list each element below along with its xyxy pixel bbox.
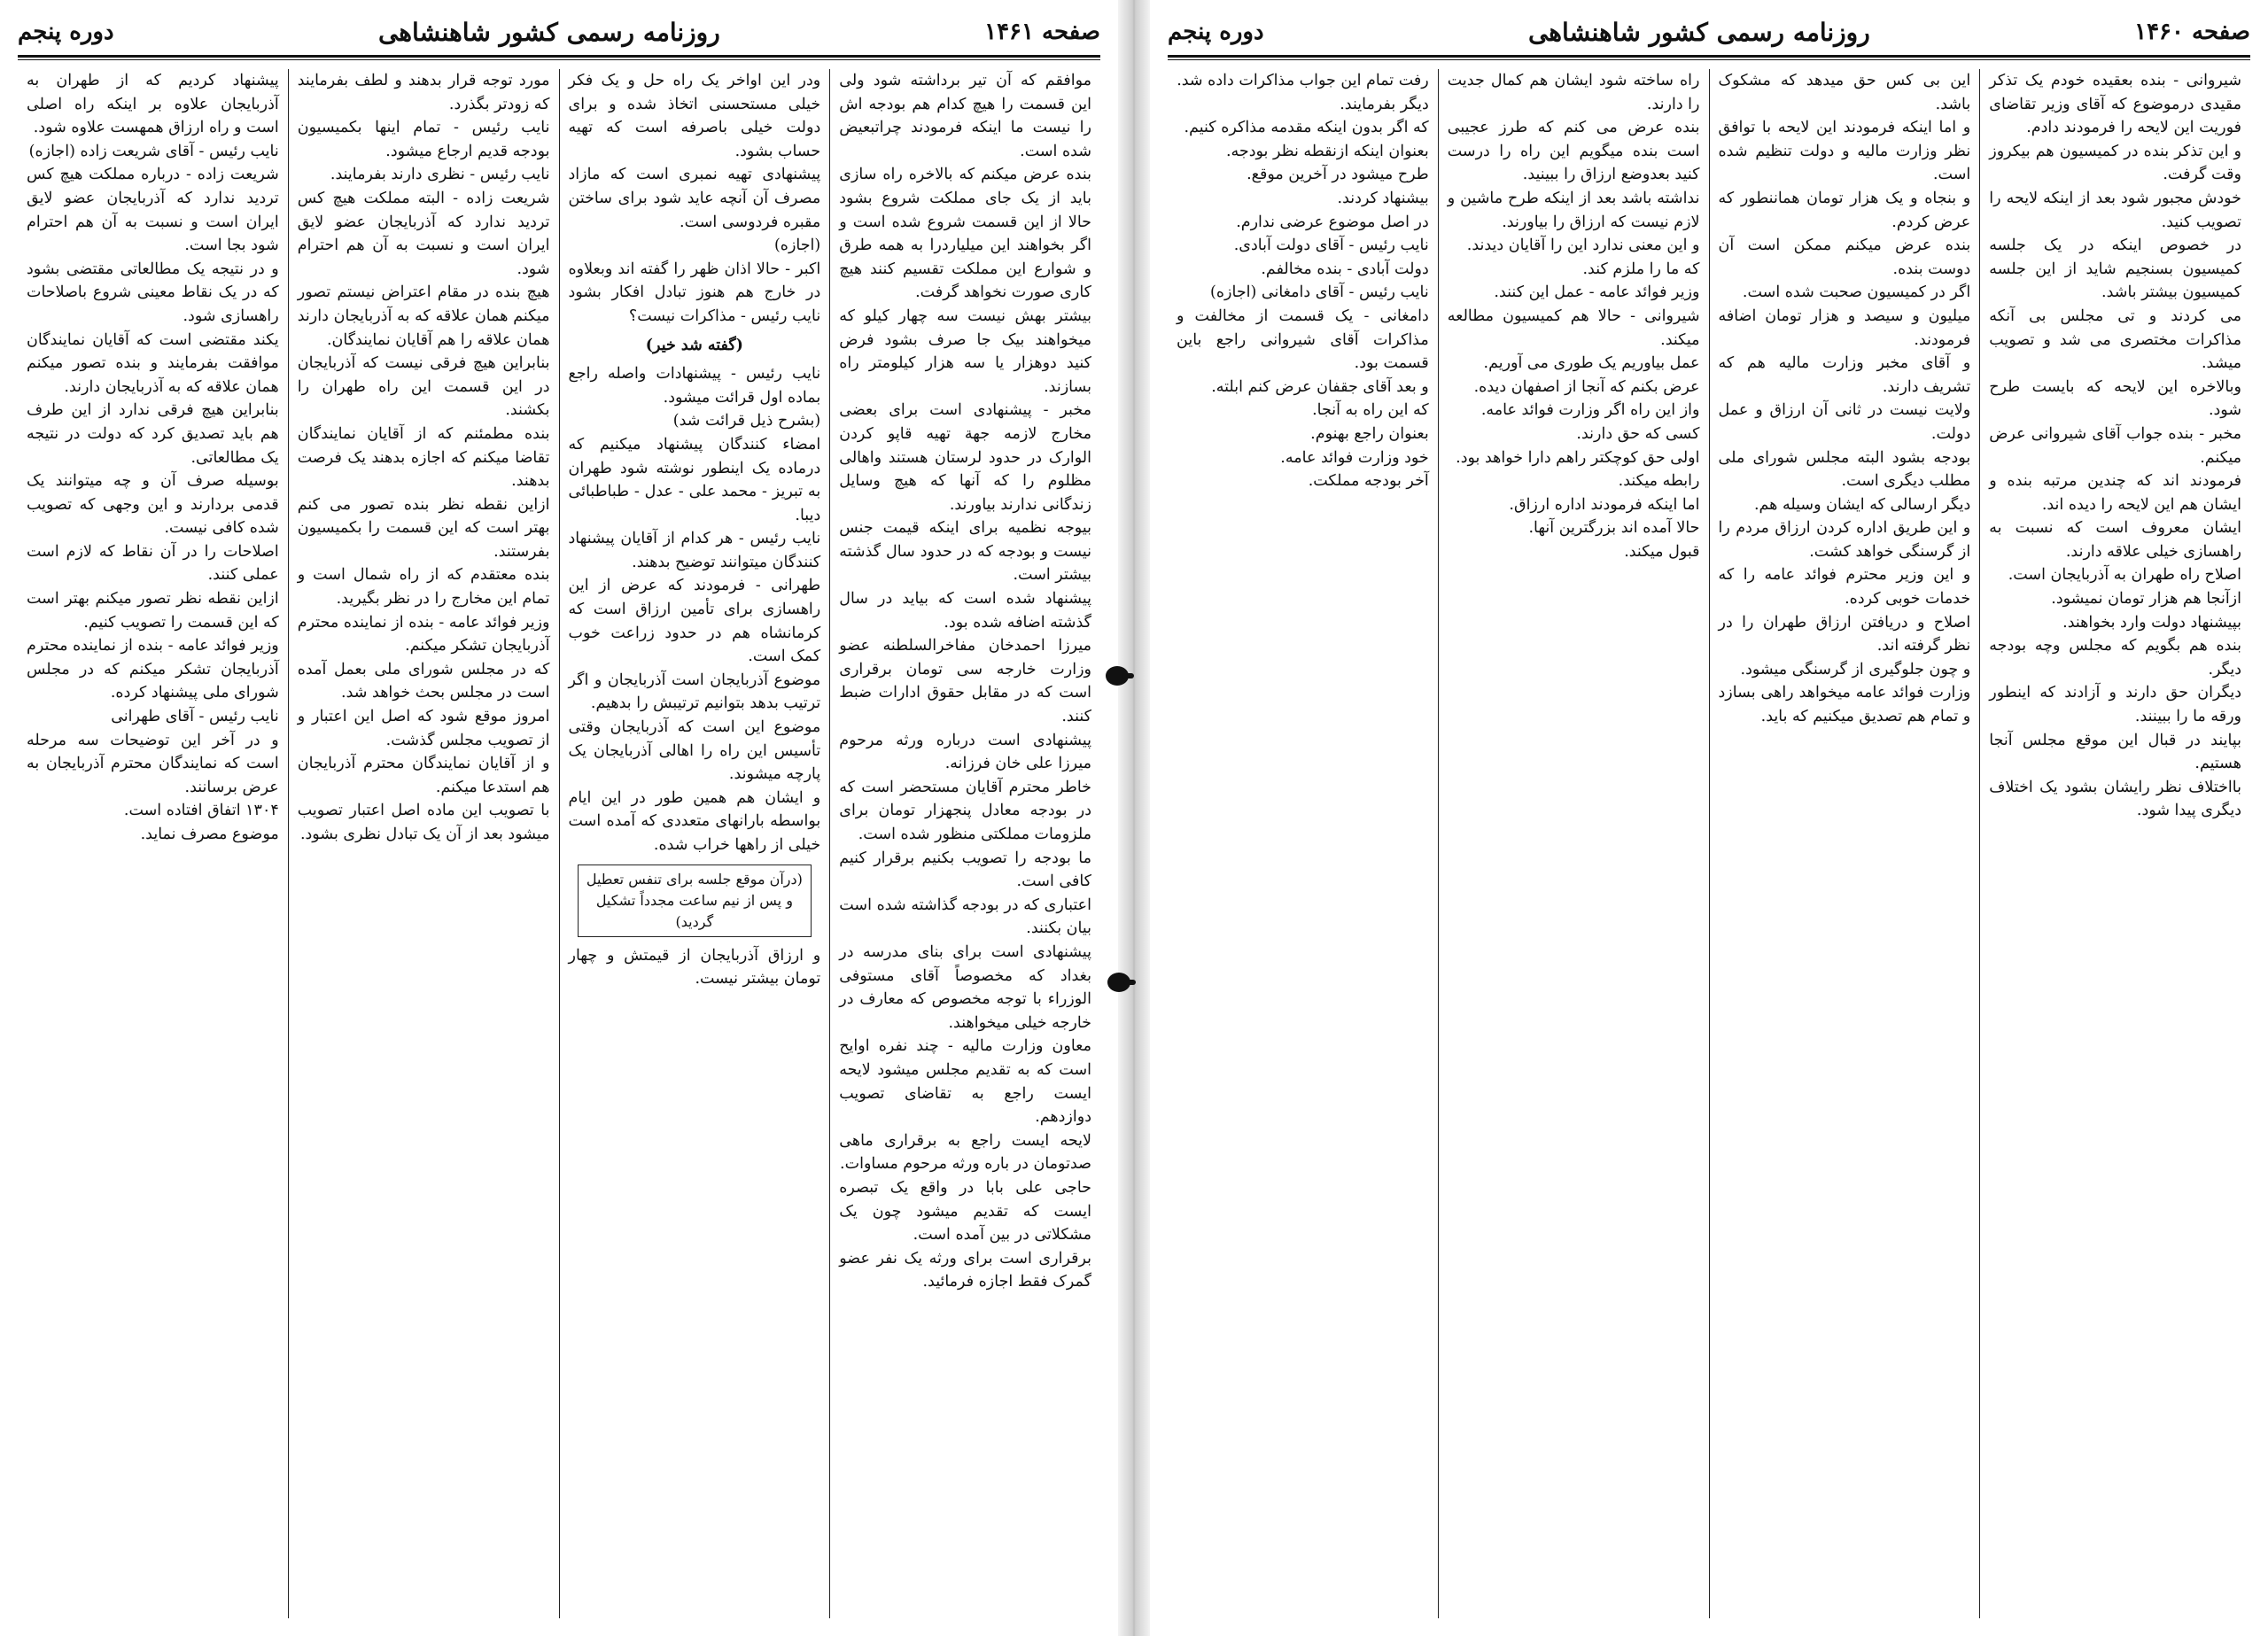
paragraph: و از آقایان نمایندگان محترم آذربایجان هم استدعا میکنم. xyxy=(297,755,550,796)
paragraph: بااختلاف نظر رایشان بشود یک اختلاف دیگری پیدا شود. xyxy=(1989,778,2241,820)
paragraph: برقراری است برای ورثه یک نفر عضو گمرک فقط اجازه فرمائید. xyxy=(839,1249,1091,1291)
paragraph: که در مجلس شورای ملی بعمل آمده است در مجلس بحث خواهد شد. xyxy=(297,660,550,702)
paragraph: پیشنهادی است برای بنای مدرسه در بغداد که مخصوصاً آقای مستوفی الوزراء با توجه مخصوص که معارف در خارجه خیلی میخواهند. xyxy=(839,942,1091,1032)
paragraph: حالا آمده اند بزرگترین آنها. xyxy=(1528,519,1700,538)
paragraph: که اگر بدون اینکه مقدمه مذاکره کنیم. xyxy=(1184,119,1429,137)
paragraph: بنده معتقدم که از راه شمال است و تمام این مخارج را در نظر بگیرید. xyxy=(297,566,550,609)
paragraph: موضوع آذربایجان است آذربایجان و اگر ترتیب بدهد بتوانیم ترتیبش را بدهیم. xyxy=(568,671,821,713)
paragraph: و آقای مخبر وزارت مالیه هم که تشریف دارند. xyxy=(1718,354,1971,396)
paragraph: ازاین نقطه نظر تصور میکنم بهتر است که این قسمت را تصویب کنیم. xyxy=(27,590,279,632)
paragraph: نایب رئیس - آقای دامغانی (اجازه) xyxy=(1210,283,1429,302)
paragraph: شیروانی - بنده بعقیده خودم یک تذکر مقیدی درموضوع که آقای وزیر تقاضای فوریت این لایحه را فرمودند دادم. xyxy=(1989,72,2241,137)
paragraph: اگر در کمیسیون صحبت شده است. xyxy=(1742,283,1971,302)
paragraph: دامغانی - یک قسمت از مخالفت و مذاکرات آقای شیروانی راجع باین قسمت بود. xyxy=(1177,306,1429,373)
paragraph: این بی کس حق میدهد که مشکوک باشد. xyxy=(1718,72,1971,113)
paragraph: ازآنجا هم هزار تومان نمیشود. xyxy=(2051,590,2241,609)
paragraph: و ارزاق آذربایجان از قیمتش و چهار تومان بیشتر نیست. xyxy=(568,946,821,989)
paragraph: نایب رئیس - پیشنهادات واصله راجع بماده اول قرائت میشود. xyxy=(568,365,821,407)
right-header-rule xyxy=(1168,55,2250,58)
paragraph: امروز موقع شود که اصل این اعتبار و از تصویب مجلس گذشت. xyxy=(297,708,550,749)
paragraph: بنابراین هیچ فرقی ندارد از این طرف هم باید تصدیق کرد که دولت در نتیجه یک مطالعاتی. xyxy=(27,401,279,467)
paragraph: بودجه بشود البته مجلس شورای ملی مطلب دیگری است. xyxy=(1718,448,1971,491)
text-column xyxy=(18,69,289,1618)
paragraph: میرزا احمدخان مفاخرالسلطنه عضو وزارت خارجه سی تومان برقراری است که در مقابل حقوق ادارات ضبط کنند. xyxy=(839,637,1091,726)
centered-note: (گفته شد خیر) xyxy=(645,336,743,354)
paragraph: که این راه به آنجا. xyxy=(1312,401,1429,420)
paragraph: شریعت زاده - البته مملکت هیچ کس تردید ندارد که آذربایجان عضو لایق ایران است و نسبت به آن هم احترام شود. xyxy=(297,189,550,278)
paragraph: و بنجاه و یک هزار تومان هماننطور که عرض کردم. xyxy=(1718,189,1971,231)
paragraph: میلیون و سیصد و هزار تومان اضافه فرمودند. xyxy=(1718,306,1971,349)
left-newspaper-title: روزنامه رسمی کشور شاهنشاهی xyxy=(377,17,720,47)
paragraph: دیگر ارسالی که ایشان وسیله هم. xyxy=(1753,495,1971,514)
left-header-rule-thin xyxy=(18,59,1100,60)
left-columns xyxy=(18,69,1100,1618)
paragraph: بپیشنهاد دولت وارد بخواهند. xyxy=(2062,613,2241,632)
paragraph: امضاء کنندگان پیشنهاد میکنیم که درماده یک اینطور نوشته شود طهران به تبریز - محمد علی - عدل - طباطبائی دیبا. xyxy=(568,435,821,524)
paragraph: بنابراین هیچ فرقی نیست که آذربایجان در این قسمت این راه طهران را بکشند. xyxy=(297,354,550,420)
paragraph: پیشنهادی است درباره ورثه مرحوم میرزا علی خان فرزانه. xyxy=(839,731,1091,773)
paragraph: و این طریق اداره کردن ارزاق مردم را از گرسنگی خواهد کشت. xyxy=(1718,519,1971,561)
paragraph: ما بودجه را تصویب بکنیم برقرار کنیم کافی است. xyxy=(839,849,1091,891)
paragraph: حاجی علی بابا در واقع یک تبصره ایست که تقدیم میشود چون یک مشکلاتی در بین آمده است. xyxy=(839,1178,1091,1244)
paragraph: اما اینکه فرمودند اداره ارزاق. xyxy=(1509,495,1700,514)
paragraph: وزیر فوائد عامه - بنده از نماینده محترم آذربایجان تشکر میکنم که در مجلس شورای ملی پیشنهاد کرده. xyxy=(27,637,279,702)
paragraph: آخر بودجه مملکت. xyxy=(1308,472,1429,491)
paragraph: مخبر - پیشنهادی است برای بعضی مخارج لازمه جهة تهیه قاپو کردن الوارک در حدود لرستان هستند واهالی مظلوم را که آنها که هیچ وسایل زندگانی ندارند بیاورند. xyxy=(839,401,1091,514)
paragraph: قبول میکند. xyxy=(1624,542,1700,561)
paragraph: و چون جلوگیری از گرسنگی میشود. xyxy=(1740,660,1971,678)
paragraph: دیگر بفرمایند. xyxy=(1340,95,1429,113)
text-column xyxy=(289,69,560,1618)
paragraph: لایحه ایست راجع به برقراری ماهی صدتومان در باره ورثه مرحوم مساوات. xyxy=(839,1131,1091,1174)
paragraph: نایب رئیس - هر کدام از آقایان پیشنهاد کنندگان میتوانند توضیح بدهند. xyxy=(568,530,821,571)
paragraph: واز این راه اگر وزارت فوائد عامه. xyxy=(1480,401,1700,420)
paragraph: نایب رئیس - آقای طهرانی xyxy=(111,708,279,726)
paragraph: وزارت فوائد عامه میخواهد راهی بسازد و تمام هم تصدیق میکنیم که باید. xyxy=(1718,684,1971,726)
paragraph: یکند مقتضی است که آقایان نمایندگان موافقت بفرمایند و بنده تصور میکنم همان علاقه که به آذربایجان دارند. xyxy=(27,330,279,396)
paragraph: (بشرح ذیل قرائت شد) xyxy=(672,412,821,430)
right-edition-label: دوره پنجم xyxy=(1168,19,1264,45)
paragraph: هیچ بنده در مقام اعتراض نیستم تصور میکنم همان علاقه که به آذربایجان دارند همان علاقه را هم آقایان نمایندگان. xyxy=(297,283,550,349)
paragraph: ولایت نیست در ثانی آن ارزاق و عمل دولت. xyxy=(1718,401,1971,443)
paragraph: رفت تمام این جواب مذاکرات داده شد. xyxy=(1177,72,1429,89)
paragraph: شریعت زاده - درباره مملکت هیچ کس تردید ندارد که آذربایجان عضو لایق ایران است و نسبت به آن هم احترام شود بجا است. xyxy=(27,166,279,255)
right-page xyxy=(1150,0,2268,1636)
paragraph: طهرانی - فرمودند که عرض از این راهسازی برای تأمین ارزاق است که کرمانشاه هم در حدود زراعت خوب کمک است. xyxy=(568,577,821,666)
paragraph: بنده هم بگویم که مجلس وچه بودجه دیگر. xyxy=(1989,637,2241,678)
paragraph: بوسیله صرف آن و چه میتوانند یک قدمی بردارند و این وجهی که تصویب شده کافی نیست. xyxy=(27,472,279,538)
text-column xyxy=(1710,69,1981,1618)
paragraph: و در آخر این توضیحات سه مرحله است که نمایندگان محترم آذربایجان به عرض برسانند. xyxy=(27,731,279,796)
paragraph: بیشنهاد کردند. xyxy=(1337,189,1429,207)
paragraph: موافقم که آن تیر برداشته شود ولی این قسمت را هیچ کدام هم بودجه اش را نیست ما اینکه فرمودند چراتبعیض شده است. xyxy=(839,72,1091,160)
text-column xyxy=(560,69,831,1618)
paragraph: اکبر - حالا اذان ظهر را گفته اند وبعلاوه در خارج هم هنوز تبادل افکار بشود نایب رئیس - مذاکرات نیست؟ xyxy=(568,260,821,325)
right-newspaper-title: روزنامه رسمی کشور شاهنشاهی xyxy=(1527,17,1870,47)
paragraph: موضوع این است که آذربایجان وقتی تأسیس این راه را اهالی آذربایجان یک پارچه میشوند. xyxy=(568,718,821,784)
paragraph: و این تذکر بنده در کمیسیون هم بیکروز وقت گرفت. xyxy=(1989,142,2241,184)
paragraph: فرمودند اند که چندین مرتبه بنده و ایشان هم این لایحه را دیده اند. xyxy=(1989,472,2241,514)
paragraph: عرض بکنم که آنجا از اصفهان دیده. xyxy=(1473,377,1700,396)
paragraph: اعتباری که در بودجه گذاشته شده است بیان بکنند. xyxy=(839,896,1091,938)
paragraph: بنده عرض میکنم ممکن است آن دوست بنده. xyxy=(1718,236,1971,278)
left-page-number: صفحه ۱۴۶۱ xyxy=(984,19,1100,45)
session-recess-note: (درآن موقع جلسه برای تنفس تعطیل و پس از نیم ساعت مجدداً تشکیل گردید) xyxy=(578,865,812,937)
paragraph: خود وزارت فوائد عامه. xyxy=(1280,448,1429,467)
paragraph: نایب رئیس - آقای دولت آبادی. xyxy=(1233,236,1429,255)
left-edition-label: دوره پنجم xyxy=(18,19,114,45)
paragraph: خودش مجبور شود بعد از اینکه لایحه را تصویب کنید. xyxy=(1989,189,2241,231)
paragraph: نایب رئیس - آقای شریعت زاده (اجازه) xyxy=(28,142,279,160)
paragraph: بنده مطمئنم که از آقایان نمایندگان تقاضا میکنم که اجازه بدهند یک فرصت بدهند. xyxy=(297,424,550,491)
paragraph: اصلاحات را در آن نقاط که لازم است عملی کنند. xyxy=(27,542,279,585)
paragraph: و بعد آقای جقفان عرض کنم ابلته. xyxy=(1211,377,1429,396)
paragraph: معاون وزارت مالیه - چند نفره اوایح است که به تقدیم مجلس میشود لایحه ایست راجع به تقاضای تصویب دوازدهم. xyxy=(839,1037,1091,1127)
paragraph: اولی حق کوچکتر راهم دارا خواهد بود. xyxy=(1456,448,1700,467)
paragraph: بپایند در قبال این موقع مجلس آنجا هستیم. xyxy=(1989,731,2241,773)
paragraph: با تصویب این ماده اصل اعتبار تصویب میشود بعد از آن یک تبادل نظری بشود. xyxy=(297,802,550,843)
paragraph: ۱۳۰۴ اتفاق افتاده است. xyxy=(123,802,279,820)
paragraph: بعنوان راجع بهنوم. xyxy=(1310,424,1429,443)
paragraph: که ما را ملزم کند. xyxy=(1582,260,1700,278)
paragraph: وزیر فوائد عامه - بنده از نماینده محترم آذربایجان تشکر میکنم. xyxy=(297,613,550,655)
paragraph: شیروانی - حالا هم کمیسیون مطالعه میکند. xyxy=(1447,306,1700,349)
paragraph: مخبر - بنده جواب آقای شیروانی عرض میکنم. xyxy=(1989,424,2241,467)
paragraph: بیشتر بهش نیست سه چهار کیلو که میخواهند بیک جا صرف بشود فرض کنید دوهزار یا سه هزار کیلومتر راه بسازند. xyxy=(839,306,1091,396)
right-columns xyxy=(1168,69,2250,1618)
text-column xyxy=(830,69,1100,1618)
paragraph: رابطه میکند. xyxy=(1618,472,1700,491)
text-column xyxy=(1980,69,2250,1618)
paragraph: راه ساخته شود ایشان هم کمال جدیت را دارند. xyxy=(1447,72,1700,113)
paragraph: کسی که حق دارند. xyxy=(1576,424,1700,443)
paragraph: اصلاح و دریافتن ارزاق طهران را در نظر گرفته اند. xyxy=(1718,613,1971,655)
paragraph: بیوجه نظمیه برای اینکه قیمت جنس نیست و بودجه که در حدود سال گذشته بیشتر است. xyxy=(839,519,1091,585)
right-header-rule-thin xyxy=(1168,59,2250,60)
paragraph: ایشان معروف است که نسبت به راهسازی خیلی علاقه دارند. xyxy=(1989,519,2241,561)
binding-mark-icon xyxy=(1106,666,1129,686)
paragraph: اصلاح راه طهران به آذربایجان است. xyxy=(2008,566,2241,585)
paragraph: بنده عرض می کنم که طرز عجیبی است بنده میگویم این راه را درست کنید بعدوضع ارزاق را ببینید. xyxy=(1447,119,1700,184)
paragraph: مورد توجه قرار بدهند و لطف بفرمایند که زودتر بگذرد. xyxy=(297,72,550,113)
paragraph: موضوع مصرف نماید. xyxy=(140,826,279,843)
left-masthead xyxy=(18,14,1100,50)
paragraph: وبالاخره این لایحه که بایست طرح شود. xyxy=(1989,377,2241,420)
paragraph: دیگران حق دارند و آزادند که اینطور ورقه ما را ببینند. xyxy=(1989,684,2241,726)
paragraph: بنده عرض میکنم که بالاخره راه سازی باید از یک جای مملکت شروع بشود حالا از این قسمت شروع شده است و اگر بخواهند این میلیاردرا به همه طرق و شوارع این مملکت تقسیم کنند هیچ کاری صورت نخواهد گرفت. xyxy=(839,166,1091,302)
paragraph: دولت آبادی - بنده مخالفم. xyxy=(1261,260,1429,278)
paragraph: پیشنهادی تهیه نمبری است که مازاد مصرف آن آنچه عاید شود برای ساختن مقبره فردوسی است. xyxy=(568,166,821,231)
paragraph: در اصل موضوع عرضی ندارم. xyxy=(1236,213,1429,231)
paragraph: و در نتیجه یک مطالعاتی مقتضی بشود که در یک نقاط معینی شروع باصلاحات راهسازی شود. xyxy=(27,260,279,325)
paragraph: پیشنهاد شده است که بیاید در سال گذشته اضافه شده بود. xyxy=(839,590,1091,632)
paragraph: می کردند و تی مجلس بی آنکه مذاکرات مختصری می شد و تصویب میشد. xyxy=(1989,306,2241,373)
right-masthead xyxy=(1168,14,2250,50)
paragraph: ازاین نقطه نظر بنده تصور می کنم بهتر است که این قسمت را بکمیسیون بفرستند. xyxy=(297,495,550,561)
paragraph: نایب رئیس - نظری دارند بفرمایند. xyxy=(330,166,550,184)
paragraph: ودر این اواخر یک راه حل و یک فکر خیلی مستحسنی اتخاذ شده و برای دولت خیلی باصرفه است که تهیه حساب بشود. xyxy=(568,72,821,160)
paragraph: طرح میشود در آخرین موقع. xyxy=(1247,166,1429,184)
binding-mark-icon xyxy=(1107,973,1130,992)
paragraph: (اجازه) xyxy=(773,236,821,255)
paragraph: و ایشان هم همین طور در این ایام بواسطه بارانهای متعددی که آمده است خیلی از راهها خراب شده. xyxy=(568,788,821,854)
left-header-rule xyxy=(18,55,1100,58)
left-page xyxy=(0,0,1118,1636)
text-column xyxy=(1439,69,1710,1618)
paragraph: خاطر محترم آقایان مستحضر است که در بودجه معادل پنجهزار تومان برای ملزومات مملکتی منظور شده است. xyxy=(839,778,1091,843)
text-column xyxy=(1168,69,1439,1618)
paragraph: و اما اینکه فرمودند این لایحه با توافق نظر وزارت مالیه و دولت تنظیم شده است. xyxy=(1718,119,1971,184)
right-page-number: صفحه ۱۴۶۰ xyxy=(2134,19,2250,45)
page-gutter xyxy=(1118,0,1150,1636)
paragraph: بعنوان اینکه ازنقطه نظر بودجه. xyxy=(1225,142,1429,160)
paragraph: عمل بیاوریم یک طوری می آوریم. xyxy=(1483,354,1700,373)
paragraph: نداشته باشد بعد از اینکه طرح ماشین و لازم نیست که ارزاق را بیاورند. xyxy=(1447,189,1700,231)
paragraph: پیشنهاد کردیم که از طهران به آذربایجان علاوه بر اینکه راه اصلی است و راه ارزاق همهست علاوه شود. xyxy=(27,72,279,137)
paragraph: و این معنی ندارد این را آقایان دیدند. xyxy=(1466,236,1700,255)
paragraph: نایب رئیس - تمام اینها بکمیسیون بودجه قدیم ارجاع میشود. xyxy=(297,119,550,160)
paragraph: وزیر فوائد عامه - عمل این کنند. xyxy=(1494,283,1700,302)
paragraph: در خصوص اینکه در یک جلسه کمیسیون بسنجیم شاید از این جلسه کمیسیون بیشتر باشد. xyxy=(1989,236,2241,302)
paragraph: و این وزیر محترم فوائد عامه را که خدمات خوبی کرده. xyxy=(1718,566,1971,609)
